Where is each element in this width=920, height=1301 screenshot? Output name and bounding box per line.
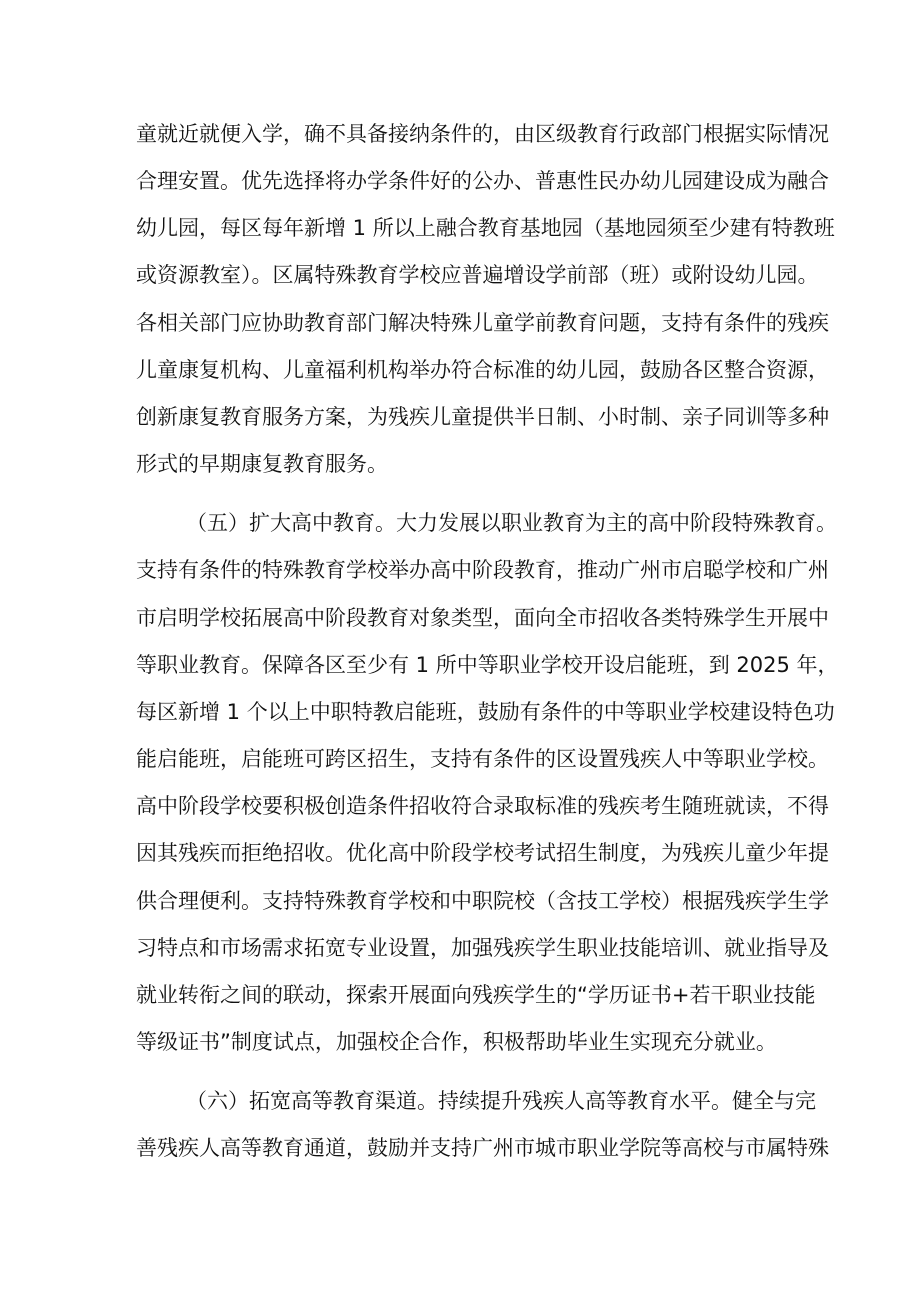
section-heading-line: （五）扩大高中教育。大力发展以职业教育为主的高中阶段特殊教育。 xyxy=(186,511,837,535)
paragraph-line: 就业转衔之间的联动，探索开展面向残疾学生的“学历证书+若干职业技能 xyxy=(136,983,816,1007)
paragraph-line: 形式的早期康复教育服务。 xyxy=(136,452,388,476)
paragraph-line: 善残疾人高等教育通道，鼓励并支持广州市城市职业学院等高校与市属特殊 xyxy=(136,1136,829,1160)
paragraph-line: 每区新增 1 个以上中职特教启能班，鼓励有条件的中等职业学校建设特色功 xyxy=(136,700,835,724)
paragraph-line: 各相关部门应协助教育部门解决特殊儿童学前教育问题，支持有条件的残疾 xyxy=(136,311,829,335)
paragraph-line: 供合理便利。支持特殊教育学校和中职院校（含技工学校）根据残疾学生学 xyxy=(136,889,829,913)
paragraph-line: 市启明学校拓展高中阶段教育对象类型，面向全市招收各类特殊学生开展中 xyxy=(136,606,829,630)
paragraph-line: 或资源教室）。区属特殊教育学校应普遍增设学前部（班）或附设幼儿园。 xyxy=(136,263,819,287)
section-heading-line: （六）拓宽高等教育渠道。持续提升残疾人高等教育水平。健全与完 xyxy=(186,1089,816,1113)
paragraph-line: 儿童康复机构、儿童福利机构举办符合标准的幼儿园，鼓励各区整合资源， xyxy=(136,358,829,382)
paragraph-line: 因其残疾而拒绝招收。优化高中阶段学校考试招生制度，为残疾儿童少年提 xyxy=(136,841,829,865)
paragraph-line: 习特点和市场需求拓宽专业设置，加强残疾学生职业技能培训、就业指导及 xyxy=(136,936,829,960)
paragraph-line: 等级证书”制度试点，加强校企合作，积极帮助毕业生实现充分就业。 xyxy=(136,1030,777,1054)
paragraph-line: 支持有条件的特殊教育学校举办高中阶段教育，推动广州市启聪学校和广州 xyxy=(136,558,829,582)
paragraph-line: 创新康复教育服务方案，为残疾儿童提供半日制、小时制、亲子同训等多种 xyxy=(136,405,829,429)
paragraph-line: 等职业教育。保障各区至少有 1 所中等职业学校开设启能班，到 2025 年， xyxy=(136,653,839,677)
paragraph-line: 合理安置。优先选择将办学条件好的公办、普惠性民办幼儿园建设成为融合 xyxy=(136,169,829,193)
paragraph-line: 能启能班，启能班可跨区招生，支持有条件的区设置残疾人中等职业学校。 xyxy=(136,747,829,771)
paragraph-line: 高中阶段学校要积极创造条件招收符合录取标准的残疾考生随班就读，不得 xyxy=(136,794,829,818)
paragraph-line: 幼儿园，每区每年新增 1 所以上融合教育基地园（基地园须至少建有特教班 xyxy=(136,216,835,240)
paragraph-line: 童就近就便入学，确不具备接纳条件的，由区级教育行政部门根据实际情况 xyxy=(136,122,829,146)
